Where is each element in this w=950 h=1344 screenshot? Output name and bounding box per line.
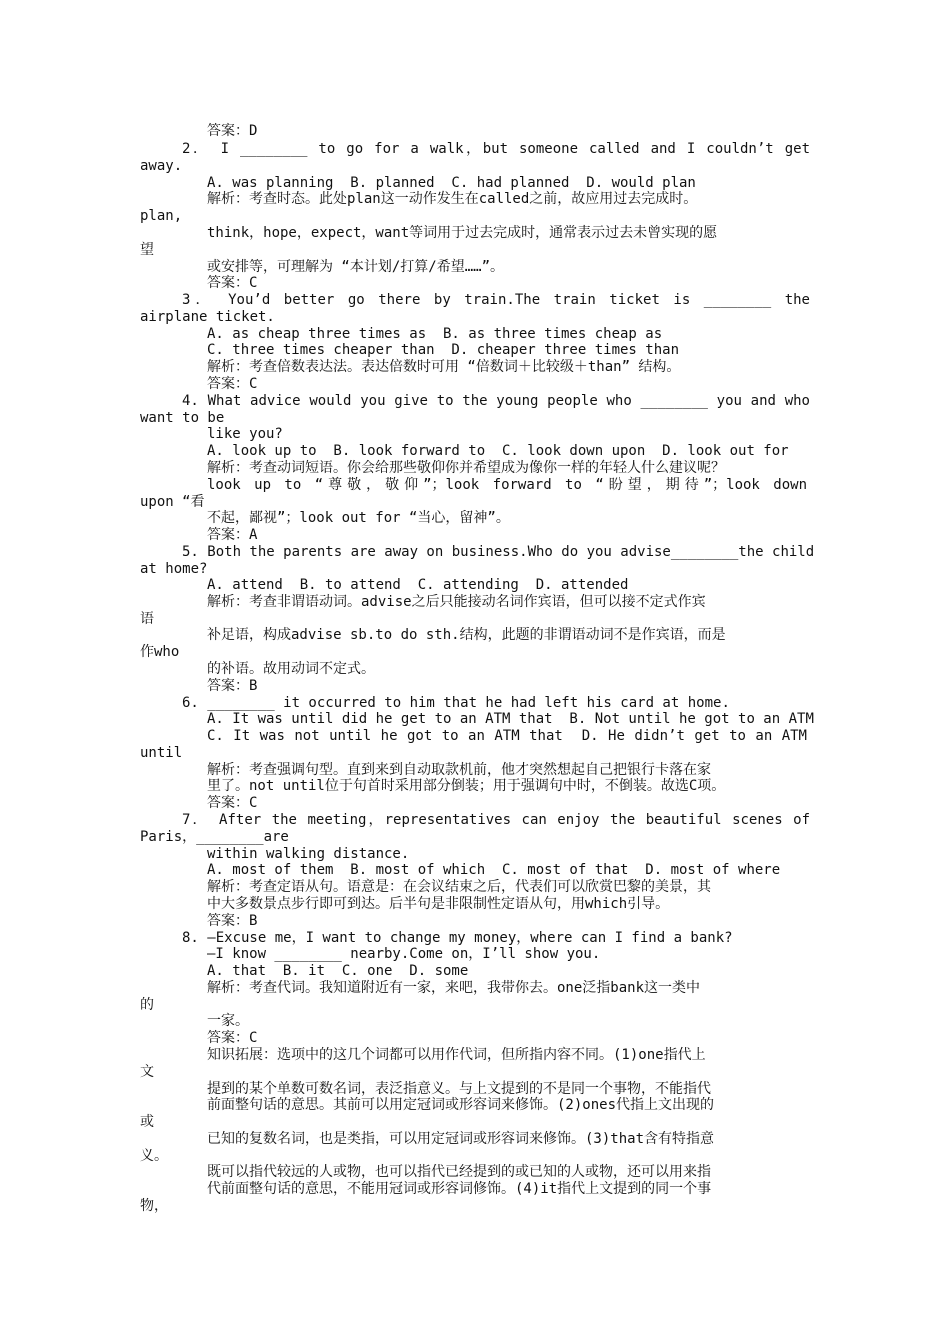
question-2-options: A. was planning B. planned C. had planned D. would plan [207,175,696,191]
explanation-line: 一家。 [207,1013,249,1029]
answer-line: 答案：C [207,275,258,291]
question-6-options: A. It was until did he get to an ATM that B. Not until he got to an ATM [207,711,814,727]
extension-line: 或 [140,1114,154,1130]
answer-line: 答案：C [207,376,258,392]
question-5-stem-cont: at home? [140,561,208,577]
question-7-stem: 7． After the meeting，representatives can enjoy the beautiful scenes of [182,812,810,828]
extension-line: 物， [140,1198,168,1214]
explanation-line: 中大多数景点步行即可到达。后半句是非限制性定语从句，用which引导。 [207,896,670,912]
extension-line: 已知的复数名词，也是类指，可以用定冠词或形容词来修饰。(3)that含有特指意 [207,1131,714,1147]
question-4-stem-cont: like you? [207,426,283,442]
question-5-options: A. attend B. to attend C. attending D. attended [207,577,629,593]
question-8-stem: 8. —Excuse me，I want to change my money，where can I find a bank? [182,930,733,946]
extension-line: 知识拓展：选项中的这几个词都可以用作代词，但所指内容不同。(1)one指代上 [207,1047,706,1063]
explanation-line: look up to “尊敬，敬仰”；look forward to “盼望，期待”；look down [207,477,807,493]
question-2-stem: 2． I ________ to go for a walk，but someone called and I couldn’t get [182,141,810,157]
question-3-options: A. as cheap three times as B. as three times cheap as [207,326,663,342]
explanation-line: 解析：考查强调句型。直到来到自动取款机前，他才突然想起自己把银行卡落在家 [207,762,711,778]
question-2-stem-cont: away. [140,158,183,174]
answer-line: 答案：A [207,527,258,543]
explanation-line: 语 [140,611,154,627]
explanation-line: 作who [140,644,180,660]
question-4-options: A. look up to B. look forward to C. look down upon D. look out for [207,443,789,459]
answer-line: 答案：C [207,1030,258,1046]
explanation-line: 解析：考查非谓语动词。advise之后只能接动名词作宾语，但可以接不定式作宾 [207,594,706,610]
question-6-stem: 6. ________ it occurred to him that he had left his card at home. [182,695,730,711]
extension-line: 代前面整句话的意思，不能用冠词或形容词修饰。(4)it指代上文提到的同一个事 [207,1181,712,1197]
question-6-options: until [140,745,183,761]
explanation-line: 望 [140,242,154,258]
explanation-line: 补足语，构成advise sb.to do sth.结构，此题的非谓语动词不是作宾语，而是 [207,627,726,643]
question-4-stem-cont: want to be [140,410,225,426]
question-7-options: A. most of them B. most of which C. most of that D. most of where [207,862,781,878]
explanation-line: 解析：考查时态。此处plan这一动作发生在called之前，故应用过去完成时。 [207,191,698,207]
question-4-stem: 4. What advice would you give to the young people who ________ you and who [182,393,810,409]
question-6-options: C. It was not until he got to an ATM that D. He didn’t get to an ATM [207,728,807,744]
explanation-line: 解析：考查倍数表达法。表达倍数时可用 “倍数词＋比较级＋than” 结构。 [207,359,681,375]
question-3-options: C. three times cheaper than D. cheaper three times than [207,342,680,358]
explanation-line: 的补语。故用动词不定式。 [207,661,375,677]
extension-line: 文 [140,1064,154,1080]
explanation-line: 不起，鄙视”；look out for “当心，留神”。 [207,510,510,526]
question-7-stem-cont: within walking distance. [207,846,410,862]
question-8-options: A. that B. it C. one D. some [207,963,469,979]
question-3-stem-cont: airplane ticket. [140,309,275,325]
explanation-line: 解析：考查动词短语。你会给那些敬仰你并希望成为像你一样的年轻人什么建议呢？ [207,460,725,476]
extension-line: 既可以指代较远的人或物，也可以指代已经提到的或已知的人或物，还可以用来指 [207,1164,711,1180]
answer-line: 答案：D [207,123,258,139]
answer-line: 答案：B [207,678,258,694]
explanation-line: 解析：考查代词。我知道附近有一家，来吧，我带你去。one泛指bank这一类中 [207,980,700,996]
explanation-line: 或安排等，可理解为 “本计划/打算/希望……”。 [207,259,504,275]
explanation-line: think，hope，expect，want等词用于过去完成时，通常表示过去未曾实现的愿 [207,225,718,241]
question-8-stem-cont: —I know ________ nearby.Come on，I’ll show you. [207,946,601,962]
extension-line: 前面整句话的意思。其前可以用定冠词或形容词来修饰。(2)ones代指上文出现的 [207,1097,714,1113]
question-7-stem-cont: Paris，________are [140,829,289,845]
extension-line: 义。 [140,1148,168,1164]
explanation-line: upon “看 [140,494,205,510]
answer-line: 答案：B [207,913,258,929]
explanation-line: plan, [140,208,183,224]
explanation-line: 解析：考查定语从句。语意是：在会议结束之后，代表们可以欣赏巴黎的美景，其 [207,879,711,895]
explanation-line: 里了。not until位于句首时采用部分倒装；用于强调句中时，不倒装。故选C项。 [207,778,726,794]
explanation-line: 的 [140,997,154,1013]
question-5-stem: 5. Both the parents are away on business.Who do you advise________the child [182,544,815,560]
answer-line: 答案：C [207,795,258,811]
extension-line: 提到的某个单数可数名词，表泛指意义。与上文提到的不是同一个事物，不能指代 [207,1081,711,1097]
question-3-stem: 3． You’d better go there by train.The train ticket is ________ the [182,292,810,308]
